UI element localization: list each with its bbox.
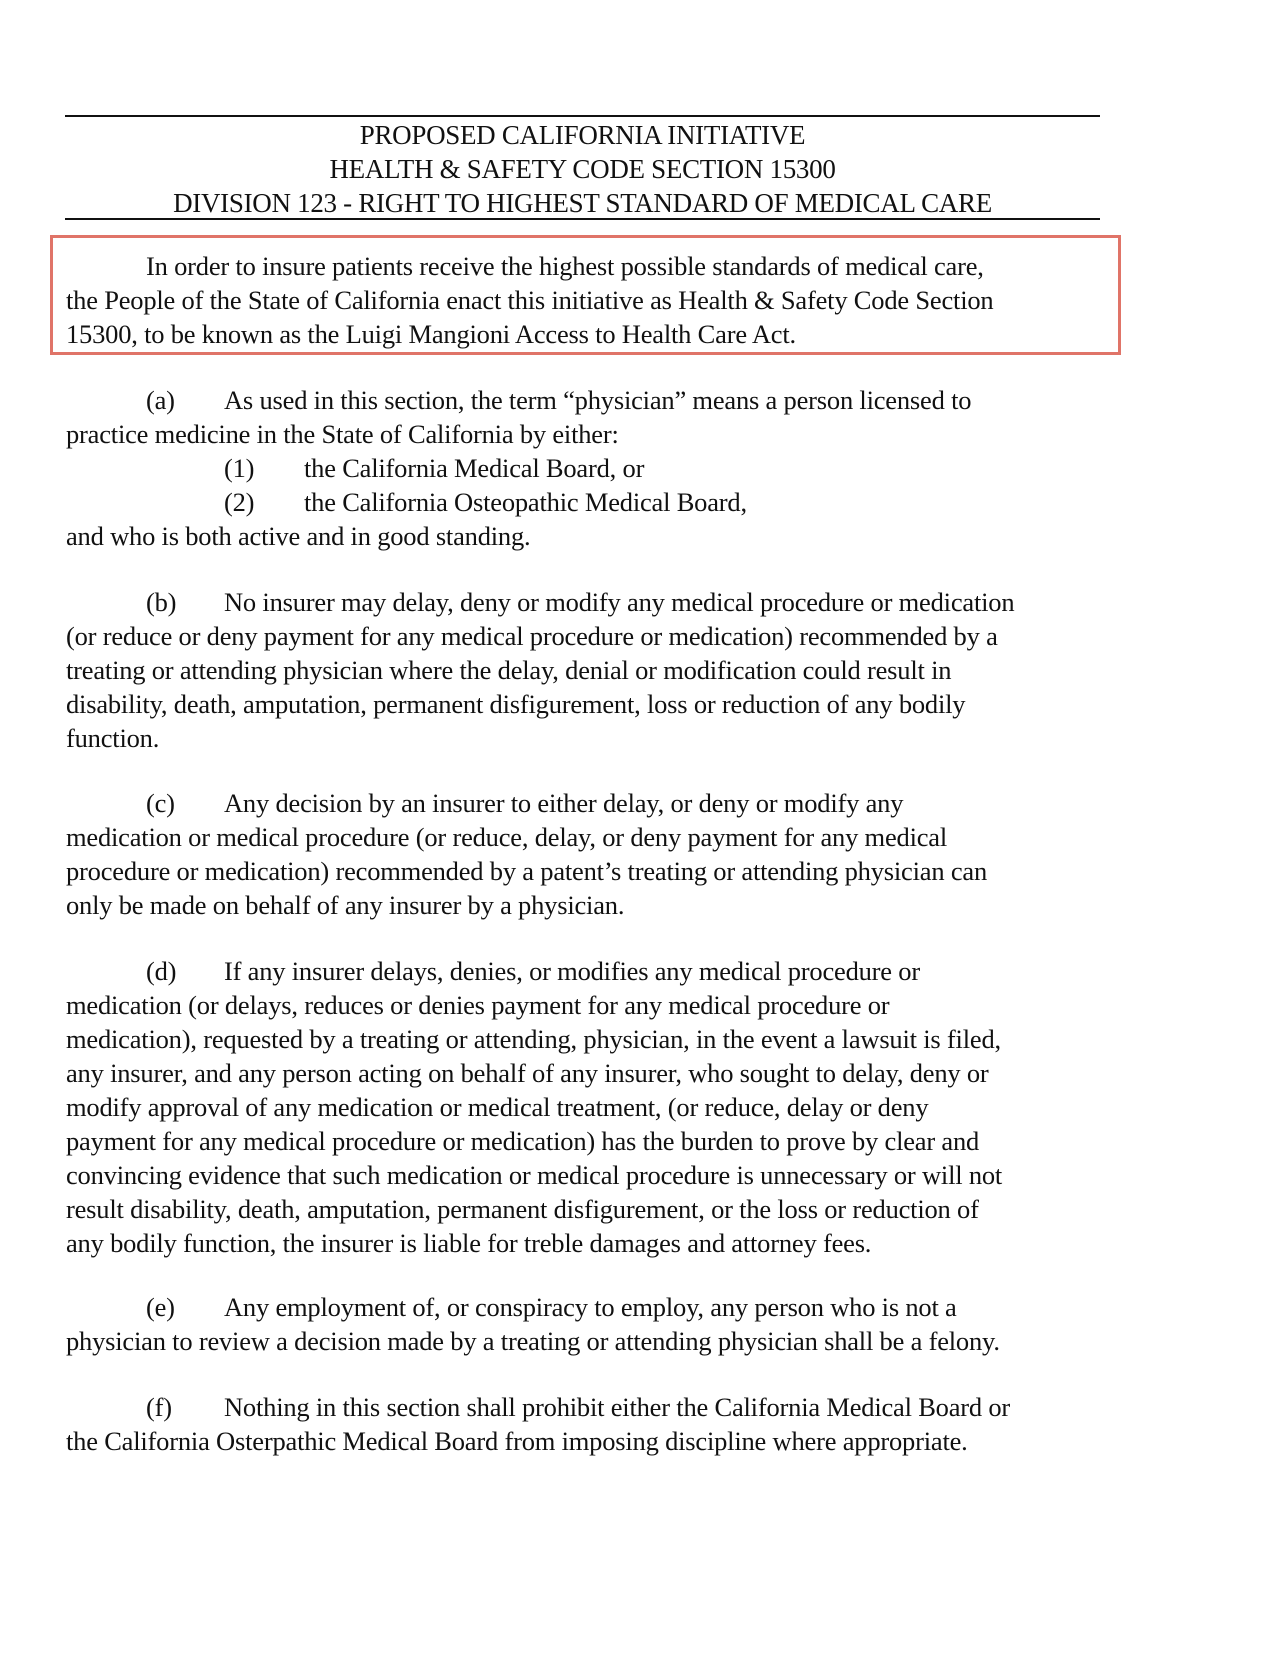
preamble <box>66 249 1096 351</box>
header-title: PROPOSED CALIFORNIA INITIATIVE <box>359 120 806 150</box>
section-d <box>66 954 1096 1260</box>
section-text: Nothing in this section shall prohibit either the California Medical Board or <box>224 1392 1011 1422</box>
section-line: convincing evidence that such medication or medical procedure is unnecessary or will not <box>66 1160 1003 1190</box>
section-line: only be made on behalf of any insurer by a physician. <box>66 890 625 920</box>
sub-item-label: (2) <box>224 487 255 517</box>
sub-item-text: the California Osteopathic Medical Board, <box>304 487 747 517</box>
section-label: (a) <box>146 385 175 415</box>
section-label: (f) <box>146 1392 172 1422</box>
section-line: and who is both active and in good standing. <box>66 521 531 551</box>
section-c <box>66 786 1096 922</box>
section-label: (e) <box>146 1292 175 1322</box>
section-text: Any employment of, or conspiracy to employ, any person who is not a <box>224 1292 957 1322</box>
section-d-first-line <box>66 954 1096 988</box>
section-line: modify approval of any medication or medical treatment, (or reduce, delay or deny <box>66 1092 929 1122</box>
section-line: physician to review a decision made by a treating or attending physician shall be a felony. <box>66 1326 1000 1356</box>
section-text: If any insurer delays, denies, or modifies any medical procedure or <box>224 956 920 986</box>
section-f-first-line <box>66 1390 1096 1424</box>
section-line: disability, death, amputation, permanent disfigurement, loss or reduction of any bodily <box>66 689 966 719</box>
section-label: (d) <box>146 956 177 986</box>
section-line: any bodily function, the insurer is liable for treble damages and attorney fees. <box>66 1228 872 1258</box>
section-label: (c) <box>146 788 175 818</box>
section-line: practice medicine in the State of California by either: <box>66 419 619 449</box>
sub-item-text: the California Medical Board, or <box>304 453 645 483</box>
section-text: As used in this section, the term “physician” means a person licensed to <box>224 385 972 415</box>
section-label: (b) <box>146 587 177 617</box>
section-text: No insurer may delay, deny or modify any medical procedure or medication <box>224 587 1015 617</box>
preamble-line: the People of the State of California enact this initiative as Health & Safety Code Section <box>66 285 994 315</box>
section-line: (or reduce or deny payment for any medical procedure or medication) recommended by a <box>66 621 998 651</box>
header-bottom-rule <box>65 218 1100 220</box>
section-b-first-line <box>66 585 1096 619</box>
section-line: payment for any medical procedure or medication) has the burden to prove by clear and <box>66 1126 980 1156</box>
section-line: any insurer, and any person acting on behalf of any insurer, who sought to delay, deny or <box>66 1058 989 1088</box>
section-b <box>66 585 1096 755</box>
sub-item-2 <box>66 485 1096 519</box>
preamble-line: 15300, to be known as the Luigi Mangioni Access to Health Care Act. <box>66 319 796 349</box>
section-e <box>66 1290 1096 1358</box>
document-header <box>65 118 1100 220</box>
section-line: medication (or delays, reduces or denies payment for any medical procedure or <box>66 990 890 1020</box>
section-e-first-line <box>66 1290 1096 1324</box>
header-code-section: HEALTH & SAFETY CODE SECTION 15300 <box>329 154 836 184</box>
section-f <box>66 1390 1096 1458</box>
section-text: Any decision by an insurer to either delay, or deny or modify any <box>224 788 904 818</box>
section-line: medication), requested by a treating or attending, physician, in the event a lawsuit is filed, <box>66 1024 1001 1054</box>
section-c-first-line <box>66 786 1096 820</box>
header-top-rule <box>65 115 1100 117</box>
section-a <box>66 383 1096 553</box>
sub-item-1 <box>66 451 1096 485</box>
section-a-first-line <box>66 383 1096 417</box>
header-division: DIVISION 123 - RIGHT TO HIGHEST STANDARD OF MEDICAL CARE <box>173 188 992 218</box>
preamble-line: In order to insure patients receive the highest possible standards of medical care, <box>146 251 984 281</box>
section-line: treating or attending physician where the delay, denial or modification could result in <box>66 655 952 685</box>
sub-item-label: (1) <box>224 453 255 483</box>
section-line: function. <box>66 723 160 753</box>
section-line: the California Osterpathic Medical Board from imposing discipline where appropriate. <box>66 1426 968 1456</box>
section-line: result disability, death, amputation, permanent disfigurement, or the loss or reduction of <box>66 1194 979 1224</box>
section-line: medication or medical procedure (or reduce, delay, or deny payment for any medical <box>66 822 948 852</box>
section-line: procedure or medication) recommended by a patent’s treating or attending physician can <box>66 856 987 886</box>
